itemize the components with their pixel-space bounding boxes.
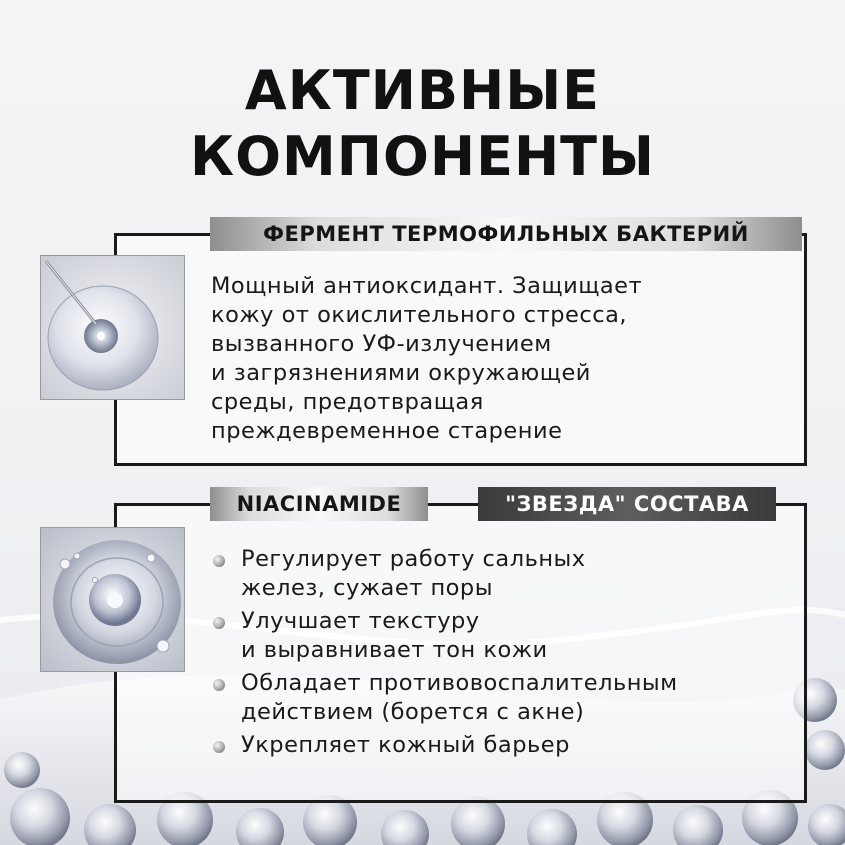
silver-dot-icon (213, 555, 225, 567)
list-item (213, 545, 793, 603)
description-line: кожу от окислительного стресса, (211, 302, 628, 328)
star-ingredient-badge: "ЗВЕЗДА" СОСТАВА (478, 487, 776, 521)
component-tag-niacinamide: NIACINAMIDE (210, 487, 428, 521)
benefit-line: действием (борется с акне) (241, 699, 585, 725)
description-line: и загрязнениями окружающей (211, 360, 591, 386)
benefit-line: Регулирует работу сальных (241, 546, 586, 572)
component-tag-thermophilic: ФЕРМЕНТ ТЕРМОФИЛЬНЫХ БАКТЕРИЙ (210, 217, 802, 251)
silver-dot-icon (213, 617, 225, 629)
description-line: вызванного УФ-излучением (211, 331, 552, 357)
list-item (213, 731, 793, 760)
silver-dot-icon (213, 679, 225, 691)
description-line: Мощный антиоксидант. Защищает (211, 273, 643, 299)
description-line: преждевременное старение (211, 418, 563, 444)
benefit-line: Улучшает текстуру (241, 608, 480, 634)
list-item (213, 607, 793, 665)
benefit-line: Обладает противовоспалительным (241, 670, 678, 696)
serum-drop-photo (40, 255, 185, 400)
list-item (213, 669, 793, 727)
component-description (211, 272, 801, 446)
description-line: среды, предотвращая (211, 389, 484, 415)
title-line-2: КОМПОНЕНТЫ (190, 125, 655, 188)
page-title (0, 58, 845, 190)
title-line-1: АКТИВНЫЕ (244, 59, 601, 122)
benefit-line: Укрепляет кожный барьер (241, 732, 570, 758)
silver-dot-icon (213, 741, 225, 753)
benefit-line: желез, сужает поры (241, 575, 493, 601)
water-bubble-photo (40, 527, 185, 672)
benefit-list (213, 545, 793, 764)
benefit-line: и выравнивает тон кожи (241, 637, 548, 663)
